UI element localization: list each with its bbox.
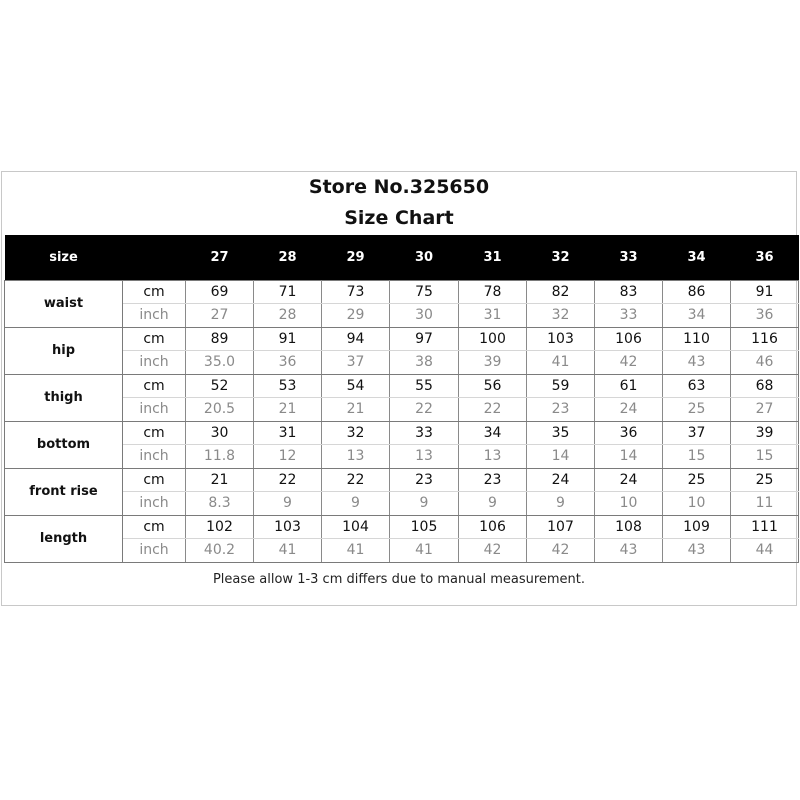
value-cell: 13 <box>390 444 459 468</box>
value-cell: 15 <box>663 444 731 468</box>
measure-label-front-rise: front rise <box>5 468 123 515</box>
value-cell: 9 <box>527 491 595 515</box>
size-chart-title: Size Chart <box>344 207 454 229</box>
value-cell: 54 <box>322 374 390 397</box>
value-cell: 23 <box>527 397 595 421</box>
table-row-front-rise-inch <box>5 491 799 515</box>
unit-inch-label: inch <box>123 444 186 468</box>
table-row-thigh-inch <box>5 397 799 421</box>
table-row-hip-inch <box>5 350 799 374</box>
value-cell: 59 <box>527 374 595 397</box>
value-cell: 15 <box>731 444 799 468</box>
unit-cm-label: cm <box>123 374 186 397</box>
value-cell: 24 <box>527 468 595 491</box>
value-cell: 22 <box>322 468 390 491</box>
value-cell: 41 <box>254 538 322 562</box>
size-header-cell: 30 <box>414 249 434 265</box>
size-header-cell: 33 <box>619 249 638 265</box>
value-cell: 52 <box>186 374 254 397</box>
value-cell: 89 <box>186 327 254 350</box>
value-cell: 41 <box>527 350 595 374</box>
value-cell: 39 <box>459 350 527 374</box>
value-cell: 13 <box>322 444 390 468</box>
size-header-label: size <box>49 249 78 265</box>
value-cell: 105 <box>390 515 459 538</box>
unit-inch-label: inch <box>123 538 186 562</box>
size-header-cell: 32 <box>551 249 570 265</box>
size-header-cell: 29 <box>346 249 365 265</box>
value-cell: 12 <box>254 444 322 468</box>
value-cell: 61 <box>595 374 663 397</box>
value-cell: 97 <box>390 327 459 350</box>
value-cell: 37 <box>663 421 731 444</box>
value-cell: 33 <box>595 303 663 327</box>
table-row-length-inch <box>5 538 799 562</box>
value-cell: 20.5 <box>186 397 254 421</box>
value-cell: 9 <box>459 491 527 515</box>
value-cell: 21 <box>254 397 322 421</box>
value-cell: 13 <box>459 444 527 468</box>
value-cell: 39 <box>731 421 799 444</box>
table-row-hip-cm <box>5 327 799 350</box>
value-cell: 34 <box>663 303 731 327</box>
value-cell: 31 <box>254 421 322 444</box>
value-cell: 14 <box>595 444 663 468</box>
value-cell: 30 <box>390 303 459 327</box>
size-header-row <box>5 235 799 280</box>
measurement-note: Please allow 1-3 cm differs due to manual measurement. <box>212 572 586 587</box>
value-cell: 11 <box>731 491 799 515</box>
value-cell: 32 <box>527 303 595 327</box>
size-chart-card <box>1 171 797 606</box>
value-cell: 38 <box>390 350 459 374</box>
unit-cm-label: cm <box>123 280 186 303</box>
value-cell: 94 <box>322 327 390 350</box>
value-cell: 82 <box>527 280 595 303</box>
value-cell: 103 <box>527 327 595 350</box>
unit-inch-label: inch <box>123 303 186 327</box>
value-cell: 43 <box>595 538 663 562</box>
value-cell: 71 <box>254 280 322 303</box>
unit-cm-label: cm <box>123 468 186 491</box>
value-cell: 31 <box>459 303 527 327</box>
value-cell: 9 <box>254 491 322 515</box>
value-cell: 68 <box>731 374 799 397</box>
value-cell: 91 <box>731 280 799 303</box>
size-chart-table <box>4 235 799 563</box>
table-row-thigh-cm <box>5 374 799 397</box>
value-cell: 63 <box>663 374 731 397</box>
value-cell: 116 <box>731 327 799 350</box>
value-cell: 32 <box>322 421 390 444</box>
value-cell: 41 <box>390 538 459 562</box>
value-cell: 69 <box>186 280 254 303</box>
value-cell: 106 <box>459 515 527 538</box>
value-cell: 43 <box>663 538 731 562</box>
value-cell: 22 <box>390 397 459 421</box>
value-cell: 24 <box>595 397 663 421</box>
value-cell: 40.2 <box>186 538 254 562</box>
value-cell: 23 <box>459 468 527 491</box>
value-cell: 29 <box>322 303 390 327</box>
value-cell: 33 <box>390 421 459 444</box>
value-cell: 75 <box>390 280 459 303</box>
value-cell: 9 <box>322 491 390 515</box>
value-cell: 9 <box>390 491 459 515</box>
value-cell: 83 <box>595 280 663 303</box>
value-cell: 53 <box>254 374 322 397</box>
size-header-cell: 31 <box>483 249 502 265</box>
value-cell: 11.8 <box>186 444 254 468</box>
value-cell: 28 <box>254 303 322 327</box>
value-cell: 104 <box>322 515 390 538</box>
value-cell: 22 <box>254 468 322 491</box>
value-cell: 21 <box>186 468 254 491</box>
value-cell: 36 <box>595 421 663 444</box>
value-cell: 36 <box>731 303 799 327</box>
value-cell: 35.0 <box>186 350 254 374</box>
value-cell: 73 <box>322 280 390 303</box>
value-cell: 41 <box>322 538 390 562</box>
unit-inch-label: inch <box>123 397 186 421</box>
value-cell: 27 <box>186 303 254 327</box>
value-cell: 42 <box>595 350 663 374</box>
value-cell: 108 <box>595 515 663 538</box>
table-row-length-cm <box>5 515 799 538</box>
value-cell: 103 <box>254 515 322 538</box>
value-cell: 56 <box>459 374 527 397</box>
table-row-bottom-inch <box>5 444 799 468</box>
value-cell: 102 <box>186 515 254 538</box>
value-cell: 42 <box>527 538 595 562</box>
value-cell: 111 <box>731 515 799 538</box>
size-header-cell: 34 <box>687 249 706 265</box>
value-cell: 23 <box>390 468 459 491</box>
measure-label-waist: waist <box>5 280 123 327</box>
value-cell: 78 <box>459 280 527 303</box>
measure-label-length: length <box>5 515 123 562</box>
value-cell: 91 <box>254 327 322 350</box>
value-cell: 10 <box>595 491 663 515</box>
value-cell: 25 <box>731 468 799 491</box>
table-row-front-rise-cm <box>5 468 799 491</box>
value-cell: 42 <box>459 538 527 562</box>
value-cell: 43 <box>663 350 731 374</box>
value-cell: 109 <box>663 515 731 538</box>
unit-inch-label: inch <box>123 491 186 515</box>
value-cell: 46 <box>731 350 799 374</box>
value-cell: 22 <box>459 397 527 421</box>
value-cell: 36 <box>254 350 322 374</box>
table-row-waist-inch <box>5 303 799 327</box>
measure-label-bottom: bottom <box>5 421 123 468</box>
value-cell: 110 <box>663 327 731 350</box>
unit-cm-label: cm <box>123 515 186 538</box>
table-row-waist-cm <box>5 280 799 303</box>
value-cell: 27 <box>731 397 799 421</box>
value-cell: 21 <box>322 397 390 421</box>
unit-cm-label: cm <box>123 421 186 444</box>
value-cell: 107 <box>527 515 595 538</box>
size-header-cell: 27 <box>210 249 229 265</box>
size-header-cell: 28 <box>278 249 297 265</box>
unit-cm-label: cm <box>123 327 186 350</box>
table-row-bottom-cm <box>5 421 799 444</box>
value-cell: 25 <box>663 468 731 491</box>
value-cell: 44 <box>731 538 799 562</box>
value-cell: 37 <box>322 350 390 374</box>
value-cell: 14 <box>527 444 595 468</box>
value-cell: 100 <box>459 327 527 350</box>
value-cell: 24 <box>595 468 663 491</box>
value-cell: 30 <box>186 421 254 444</box>
value-cell: 55 <box>390 374 459 397</box>
size-header-cell: 36 <box>755 249 774 265</box>
store-number-title: Store No.325650 <box>308 176 490 198</box>
value-cell: 34 <box>459 421 527 444</box>
measure-label-thigh: thigh <box>5 374 123 421</box>
value-cell: 25 <box>663 397 731 421</box>
measure-label-hip: hip <box>5 327 123 374</box>
value-cell: 8.3 <box>186 491 254 515</box>
header-spacer <box>123 235 186 280</box>
value-cell: 106 <box>595 327 663 350</box>
unit-inch-label: inch <box>123 350 186 374</box>
value-cell: 35 <box>527 421 595 444</box>
value-cell: 86 <box>663 280 731 303</box>
value-cell: 10 <box>663 491 731 515</box>
